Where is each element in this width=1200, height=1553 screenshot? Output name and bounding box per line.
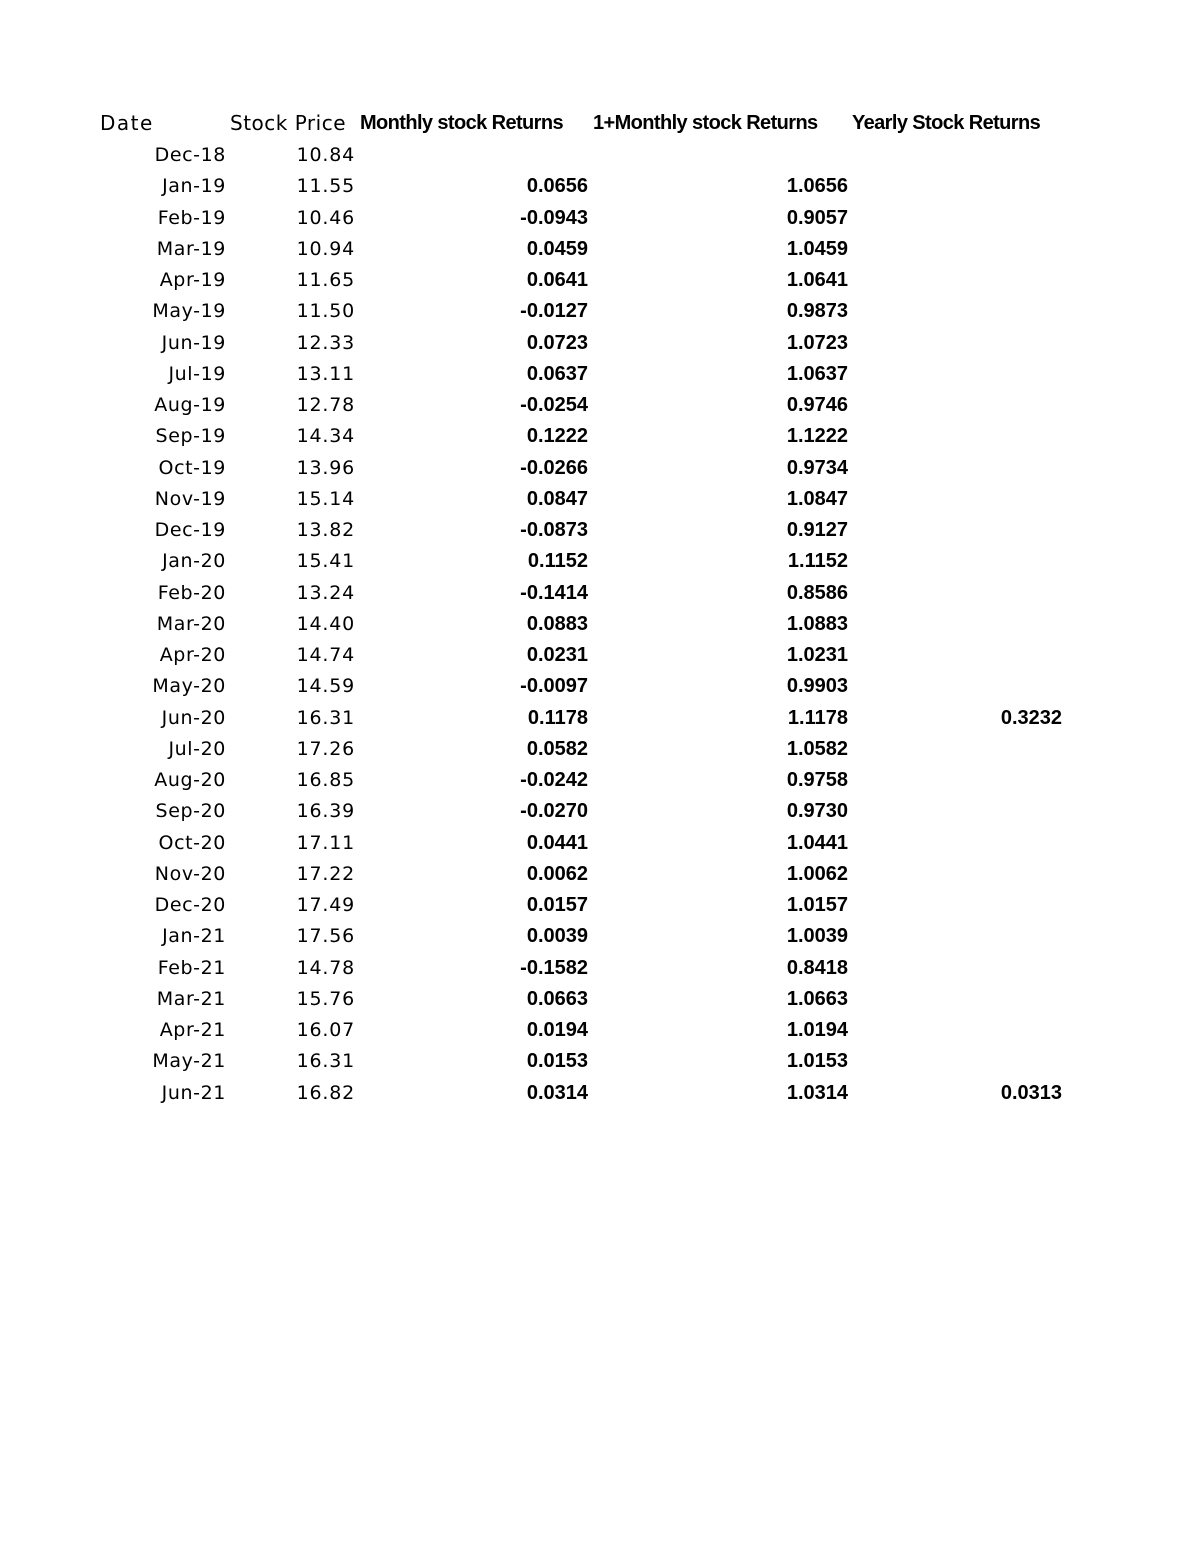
one-plus-return-cell: 1.1178	[787, 706, 848, 729]
stock-price-cell: 15.14	[296, 487, 355, 510]
data-rows	[0, 140, 1200, 1109]
monthly-return-cell: 0.0641	[526, 269, 588, 291]
one-plus-return-cell: 0.9057	[786, 206, 848, 229]
one-plus-return-cell: 1.0062	[786, 862, 848, 885]
one-plus-return-cell: 0.9746	[786, 394, 848, 416]
table-row	[0, 671, 1200, 702]
header-yearly-returns: Yearly Stock Returns	[852, 112, 1041, 134]
monthly-return-cell: 0.1152	[527, 550, 588, 573]
stock-price-cell: 12.33	[296, 331, 355, 354]
date-cell: Jan-20	[162, 550, 226, 573]
monthly-return-cell: -0.0873	[520, 519, 588, 541]
table-row	[0, 546, 1200, 577]
date-cell: Sep-20	[155, 800, 226, 823]
yearly-return-cell: 0.0313	[1000, 1081, 1062, 1104]
date-cell: Feb-19	[157, 206, 226, 229]
monthly-return-cell: -0.1582	[520, 956, 588, 979]
one-plus-return-cell: 1.1222	[786, 425, 848, 448]
date-cell: Jun-19	[161, 331, 226, 354]
date-cell: Apr-19	[159, 269, 226, 291]
one-plus-return-cell: 0.9734	[786, 456, 848, 479]
date-cell: Oct-20	[158, 831, 226, 854]
header-monthly-returns: Monthly stock Returns	[360, 112, 563, 134]
monthly-return-cell: 0.0723	[526, 331, 588, 354]
date-cell: Jun-20	[161, 706, 226, 729]
table-row	[0, 734, 1200, 765]
stock-price-cell: 10.94	[296, 237, 355, 260]
stock-price-cell: 15.76	[296, 987, 355, 1010]
date-cell: May-21	[152, 1050, 226, 1073]
one-plus-return-cell: 0.9873	[786, 300, 848, 323]
monthly-return-cell: -0.0254	[520, 394, 588, 416]
stock-price-cell: 11.55	[296, 175, 355, 198]
one-plus-return-cell: 1.1152	[787, 550, 848, 573]
one-plus-return-cell: 1.0441	[786, 831, 848, 854]
one-plus-return-cell: 1.0723	[786, 331, 848, 354]
table-row	[0, 921, 1200, 952]
stock-price-cell: 12.78	[296, 394, 355, 416]
one-plus-return-cell: 0.8586	[786, 581, 848, 604]
date-cell: Apr-20	[159, 644, 226, 666]
stock-price-cell: 10.46	[296, 206, 355, 229]
table-row	[0, 609, 1200, 640]
stock-price-cell: 13.24	[296, 581, 355, 604]
stock-price-cell: 16.07	[296, 1019, 355, 1041]
monthly-return-cell: 0.0314	[526, 1081, 588, 1104]
date-cell: Dec-19	[154, 519, 226, 541]
stock-price-cell: 15.41	[296, 550, 355, 573]
monthly-return-cell: -0.0270	[520, 800, 588, 823]
monthly-return-cell: -0.0127	[520, 300, 588, 323]
monthly-return-cell: 0.0847	[526, 487, 588, 510]
date-cell: Mar-21	[156, 987, 226, 1010]
one-plus-return-cell: 1.0194	[786, 1019, 848, 1041]
date-cell: Aug-20	[154, 769, 226, 791]
monthly-return-cell: 0.0157	[526, 894, 588, 916]
date-cell: Mar-19	[156, 237, 226, 260]
stock-price-cell: 13.11	[296, 362, 355, 385]
monthly-return-cell: -0.0097	[520, 675, 588, 698]
stock-price-cell: 10.84	[296, 144, 355, 166]
date-cell: Jul-20	[168, 737, 226, 760]
stock-price-cell: 13.82	[296, 519, 355, 541]
monthly-return-cell: -0.0943	[520, 206, 588, 229]
table-row	[0, 203, 1200, 234]
date-cell: May-19	[152, 300, 226, 323]
table-row	[0, 1078, 1200, 1109]
table-row	[0, 796, 1200, 827]
table-row	[0, 828, 1200, 859]
monthly-return-cell: 0.0637	[526, 362, 588, 385]
one-plus-return-cell: 1.0663	[786, 987, 848, 1010]
date-cell: Feb-21	[157, 956, 226, 979]
monthly-return-cell: 0.0656	[526, 175, 588, 198]
stock-price-cell: 14.78	[296, 956, 355, 979]
one-plus-return-cell: 0.8418	[786, 956, 848, 979]
table-row	[0, 1046, 1200, 1077]
date-cell: Dec-18	[154, 144, 226, 166]
date-cell: Apr-21	[159, 1019, 226, 1041]
date-cell: Sep-19	[155, 425, 226, 448]
one-plus-return-cell: 0.9903	[786, 675, 848, 698]
stock-price-cell: 13.96	[296, 456, 355, 479]
table-row	[0, 140, 1200, 171]
table-row	[0, 265, 1200, 296]
monthly-return-cell: 0.0153	[526, 1050, 588, 1073]
table-row	[0, 765, 1200, 796]
one-plus-return-cell: 1.0582	[786, 737, 848, 760]
date-cell: Feb-20	[157, 581, 226, 604]
table-row	[0, 421, 1200, 452]
stock-price-cell: 14.74	[296, 644, 355, 666]
table-row	[0, 1015, 1200, 1046]
monthly-return-cell: -0.0242	[520, 769, 588, 791]
one-plus-return-cell: 1.0231	[786, 644, 848, 666]
stock-price-cell: 16.31	[296, 706, 355, 729]
date-cell: Jul-19	[168, 362, 226, 385]
stock-price-cell: 17.49	[296, 894, 355, 916]
monthly-return-cell: 0.0062	[526, 862, 588, 885]
stock-price-cell: 11.65	[296, 269, 355, 291]
header-date: Date	[100, 111, 154, 135]
monthly-return-cell: -0.0266	[520, 456, 588, 479]
date-cell: Oct-19	[158, 456, 226, 479]
table-row	[0, 359, 1200, 390]
monthly-return-cell: 0.0883	[526, 612, 588, 635]
monthly-return-cell: 0.0194	[526, 1019, 588, 1041]
one-plus-return-cell: 1.0656	[786, 175, 848, 198]
stock-price-cell: 17.22	[296, 862, 355, 885]
date-cell: Dec-20	[154, 894, 226, 916]
stock-price-cell: 17.26	[296, 737, 355, 760]
stock-price-cell: 16.82	[296, 1081, 355, 1104]
monthly-return-cell: 0.0663	[526, 987, 588, 1010]
one-plus-return-cell: 1.0883	[786, 612, 848, 635]
table-row	[0, 390, 1200, 421]
one-plus-return-cell: 1.0153	[786, 1050, 848, 1073]
date-cell: Nov-20	[154, 862, 226, 885]
monthly-return-cell: 0.0231	[526, 644, 588, 666]
table-row	[0, 453, 1200, 484]
stock-price-cell: 17.11	[296, 831, 355, 854]
table-row	[0, 578, 1200, 609]
one-plus-return-cell: 1.0847	[786, 487, 848, 510]
table-row	[0, 484, 1200, 515]
date-cell: Jan-21	[162, 925, 226, 948]
table-row	[0, 234, 1200, 265]
one-plus-return-cell: 1.0637	[786, 362, 848, 385]
monthly-return-cell: 0.0441	[526, 831, 588, 854]
monthly-return-cell: 0.0582	[526, 737, 588, 760]
stock-price-cell: 14.59	[296, 675, 355, 698]
one-plus-return-cell: 1.0641	[786, 269, 848, 291]
table-row	[0, 890, 1200, 921]
stock-price-cell: 17.56	[296, 925, 355, 948]
stock-price-cell: 14.34	[296, 425, 355, 448]
table-row	[0, 859, 1200, 890]
one-plus-return-cell: 0.9127	[786, 519, 848, 541]
date-cell: Nov-19	[154, 487, 226, 510]
date-cell: Jan-19	[162, 175, 226, 198]
one-plus-return-cell: 1.0157	[786, 894, 848, 916]
monthly-return-cell: 0.1222	[526, 425, 588, 448]
one-plus-return-cell: 0.9758	[786, 769, 848, 791]
stock-price-cell: 16.31	[296, 1050, 355, 1073]
table-row	[0, 171, 1200, 202]
monthly-return-cell: -0.1414	[520, 581, 588, 604]
monthly-return-cell: 0.0459	[526, 237, 588, 260]
monthly-return-cell: 0.1178	[527, 706, 588, 729]
monthly-return-cell: 0.0039	[526, 925, 588, 948]
stock-price-cell: 14.40	[296, 612, 355, 635]
table-row	[0, 953, 1200, 984]
table-row	[0, 984, 1200, 1015]
stock-price-cell: 11.50	[296, 300, 355, 323]
one-plus-return-cell: 1.0314	[786, 1081, 848, 1104]
yearly-return-cell: 0.3232	[1000, 706, 1062, 729]
header-stock-price: Stock Price	[230, 111, 346, 135]
table-row	[0, 640, 1200, 671]
stock-price-cell: 16.85	[296, 769, 355, 791]
date-cell: Mar-20	[156, 612, 226, 635]
header-row	[0, 108, 1200, 138]
one-plus-return-cell: 1.0459	[786, 237, 848, 260]
table-row	[0, 515, 1200, 546]
header-one-plus-monthly-returns: 1+Monthly stock Returns	[593, 112, 818, 134]
date-cell: May-20	[152, 675, 226, 698]
table-row	[0, 703, 1200, 734]
table-row	[0, 328, 1200, 359]
one-plus-return-cell: 0.9730	[786, 800, 848, 823]
stock-price-cell: 16.39	[296, 800, 355, 823]
table-row	[0, 296, 1200, 327]
date-cell: Aug-19	[154, 394, 226, 416]
date-cell: Jun-21	[161, 1081, 226, 1104]
one-plus-return-cell: 1.0039	[786, 925, 848, 948]
